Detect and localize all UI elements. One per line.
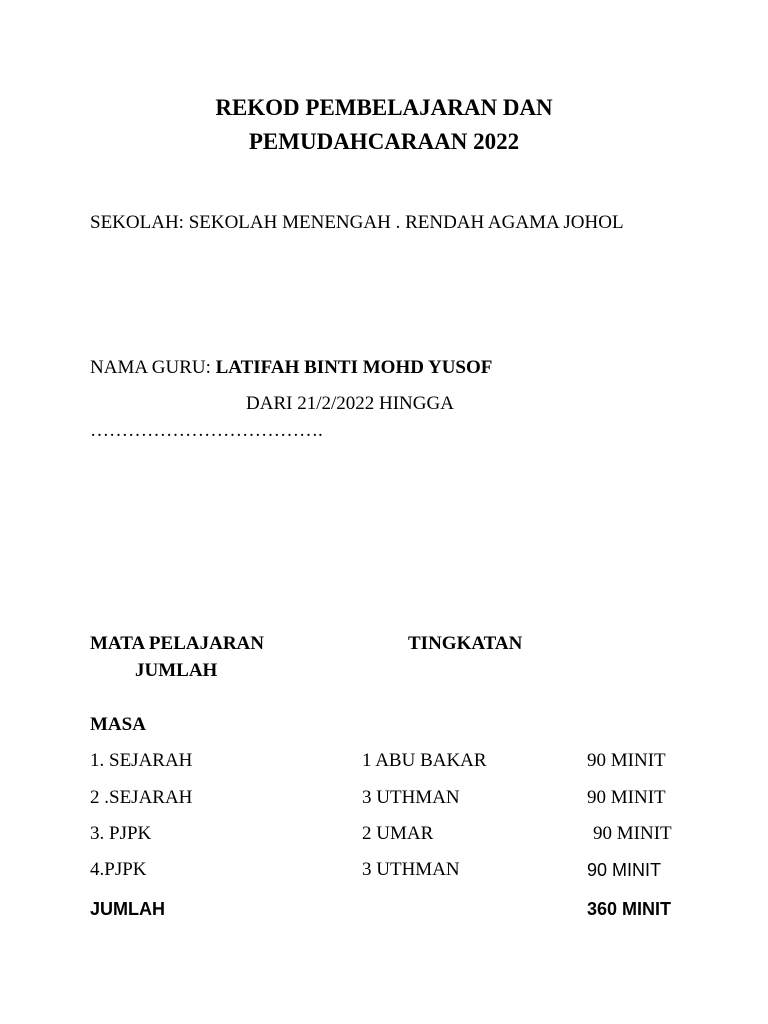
row-4-subject: 4.PJPK xyxy=(90,859,147,880)
row-1-form: 1 ABU BAKAR xyxy=(362,750,487,771)
total-label: JUMLAH xyxy=(90,899,165,919)
row-1-minutes: 90 MINIT xyxy=(587,750,666,771)
row-3-form: 2 UMAR xyxy=(362,823,434,844)
row-2-form: 3 UTHMAN xyxy=(362,787,460,808)
header-subject: MATA PELAJARAN xyxy=(90,633,264,654)
date-range: DARI 21/2/2022 HINGGA xyxy=(246,393,454,414)
row-4-minutes: 90 MINIT xyxy=(587,860,662,880)
row-1-subject: 1. SEJARAH xyxy=(90,750,193,771)
row-2-subject: 2 .SEJARAH xyxy=(90,787,193,808)
row-3-subject: 3. PJPK xyxy=(90,823,152,844)
total-value: 360 MINIT xyxy=(587,899,672,919)
row-3-minutes: 90 MINIT xyxy=(593,823,672,844)
document-title-line-1: REKOD PEMBELAJARAN DAN xyxy=(215,95,553,120)
header-form: TINGKATAN xyxy=(408,633,523,654)
school-name: SEKOLAH: SEKOLAH MENENGAH . RENDAH AGAMA JOHOL xyxy=(90,212,624,233)
header-total: JUMLAH xyxy=(135,660,218,681)
teacher-row xyxy=(90,356,492,380)
row-4-form: 3 UTHMAN xyxy=(362,859,460,880)
teacher-name: LATIFAH BINTI MOHD YUSOF xyxy=(215,357,493,378)
date-end-placeholder: ………………………………. xyxy=(90,420,323,441)
row-2-minutes: 90 MINIT xyxy=(587,787,666,808)
document-title-line-2: PEMUDAHCARAAN 2022 xyxy=(248,129,520,154)
teacher-label: NAMA GURU: xyxy=(90,357,211,378)
header-time: MASA xyxy=(90,714,146,735)
